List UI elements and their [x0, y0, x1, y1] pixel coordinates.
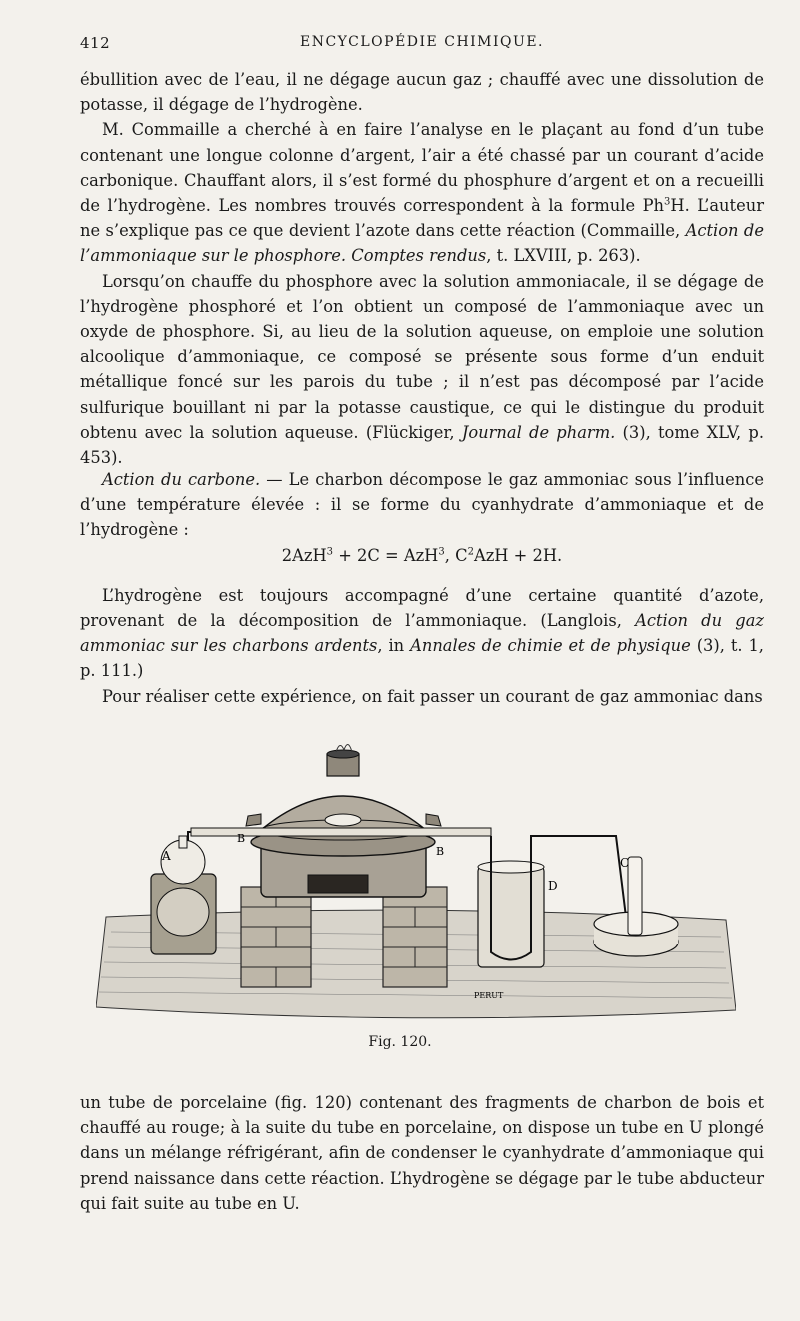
paragraph-experience: Pour réaliser cette expérience, on fait passer un courant de gaz ammoniac dans	[102, 686, 763, 706]
text-block-carbone	[80, 467, 764, 709]
collecting-dish-c	[594, 857, 678, 956]
figure-caption: Fig. 120.	[368, 1034, 432, 1050]
paragraph-porcelain: un tube de porcelaine (fig. 120) contenant des fragments de charbon de bois et chauffé au rouge; à la suite du tube en porcelaine, on dispose un tube en U plongé dans un mélange réfrigérant, afin de condenser le cyanhydrate d’ammoniaque qui prend naissance dans cette réaction. L’hydrogène se dégage par le tube abducteur qui fait suite au tube en U.	[80, 1093, 764, 1213]
paragraph-continuation: ébullition avec de l’eau, il ne dégage aucun gaz ; chauffé avec une dissolution de potasse, il dégage de l’hydrogène.	[80, 70, 764, 115]
label-b-left: B	[237, 832, 246, 845]
paragraph-flueckiger: Lorsqu’on chauffe du phosphore avec la solution ammoniacale, il se dégage de l’hydrogène phosphoré et l’on obtient un composé de l’ammoniaque avec un oxyde de phosphore. Si, au lieu de la solution aqueuse, on emploie une solution alcoolique d’ammoniaque, ce composé se présente sous forme d’un enduit métallique foncé sur les parois du tube ; il n’est pas décomposé par l’acide sulfurique bouillant ni par la potasse caustique, ce qui le distingue du produit obtenu avec la solution aqueuse. (Flückiger, Journal de pharm. (3), tome XLV, p. 453).	[80, 271, 765, 468]
citation-annales: Annales de chimie et de physique	[410, 636, 691, 656]
page-header	[80, 34, 764, 58]
page-number: 412	[80, 34, 111, 52]
citation-langlois: Action du gaz ammoniac sur les charbons ardents	[80, 611, 764, 656]
citation-commaille: Action de l’ammoniaque sur le phosphore. Comptes rendus	[80, 221, 764, 266]
section-heading: Action du carbone.	[102, 470, 261, 489]
text-block-top	[80, 67, 764, 470]
label-a: A	[162, 849, 171, 863]
apparatus-engraving	[96, 742, 736, 1027]
paragraph-commaille: M. Commaille a cherché à en faire l’analyse en le plaçant au fond d’un tube contenant une longue colonne d’argent, l’air a été chassé par un courant d’acide carbonique. Chauffant alors, il s’est formé du phosphure d’argent et on a recueilli de l’hydrogène. Les nombres trouvés correspondent à la formule Ph$^3$H. L’auteur ne s’explique pas ce que devient l’azote dans cette réaction (Commaille, Action de l’ammoniaque sur le phosphore. Comptes rendus, t. LXVIII, p. 263).	[80, 120, 764, 266]
flask-a	[151, 836, 216, 954]
furnace	[246, 744, 441, 897]
label-c: C	[620, 856, 630, 870]
paragraph-action-carbone: Action du carbone. — Le charbon décompose le gaz ammoniac sous l’influence d’une température élevée : il se forme du cyanhydrate d’ammoniaque et de l’hydrogène :	[80, 470, 764, 540]
label-b-right: B	[436, 845, 445, 858]
running-title: ENCYCLOPÉDIE CHIMIQUE.	[300, 34, 544, 50]
label-d: D	[548, 879, 558, 893]
paragraph-langlois: L’hydrogène est toujours accompagné d’une certaine quantité d’azote, provenant de la décomposition de l’ammoniaque. (Langlois, Action du gaz ammoniac sur les charbons ardents, in Annales de chimie et de physique (3), t. 1, p. 111.)	[80, 585, 764, 681]
chemical-equation: 2AzH$^3$ + 2C = AzH$^3$, $C^2AzH + 2H$.	[281, 545, 563, 565]
porcelain-tube	[191, 828, 491, 836]
engraver-signature: PERUT	[474, 991, 504, 1000]
brick-support-right	[383, 887, 447, 987]
text-block-bottom	[80, 1090, 764, 1216]
brick-support-left	[241, 887, 311, 987]
citation-journal: Journal de pharm.	[461, 422, 616, 442]
